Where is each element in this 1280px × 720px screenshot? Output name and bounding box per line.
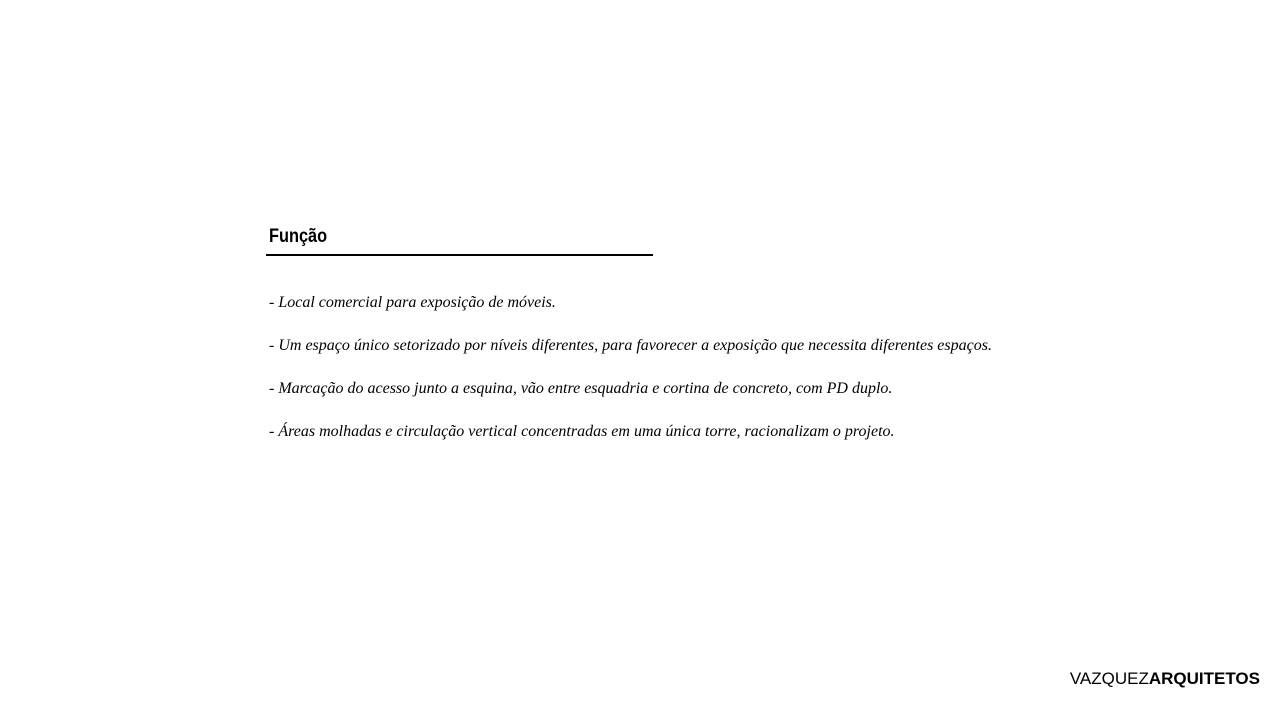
paragraph: - Marcação do acesso junto a esquina, vão entre esquadria e cortina de concreto, com PD duplo.	[269, 380, 893, 397]
paragraph: - Um espaço único setorizado por níveis diferentes, para favorecer a exposição que necessita diferentes espaços.	[269, 337, 992, 354]
paragraph: - Áreas molhadas e circulação vertical concentradas em uma única torre, racionalizam o projeto.	[269, 423, 895, 440]
brand-logo	[1070, 669, 1260, 689]
title-underline	[266, 254, 653, 256]
logo-part-arquitetos: ARQUITETOS	[1148, 669, 1260, 688]
section-title: Função	[269, 226, 328, 247]
logo-part-vazquez: VAZQUEZ	[1069, 669, 1149, 688]
paragraph: - Local comercial para exposição de móveis.	[269, 294, 556, 311]
function-description	[269, 292, 1006, 464]
